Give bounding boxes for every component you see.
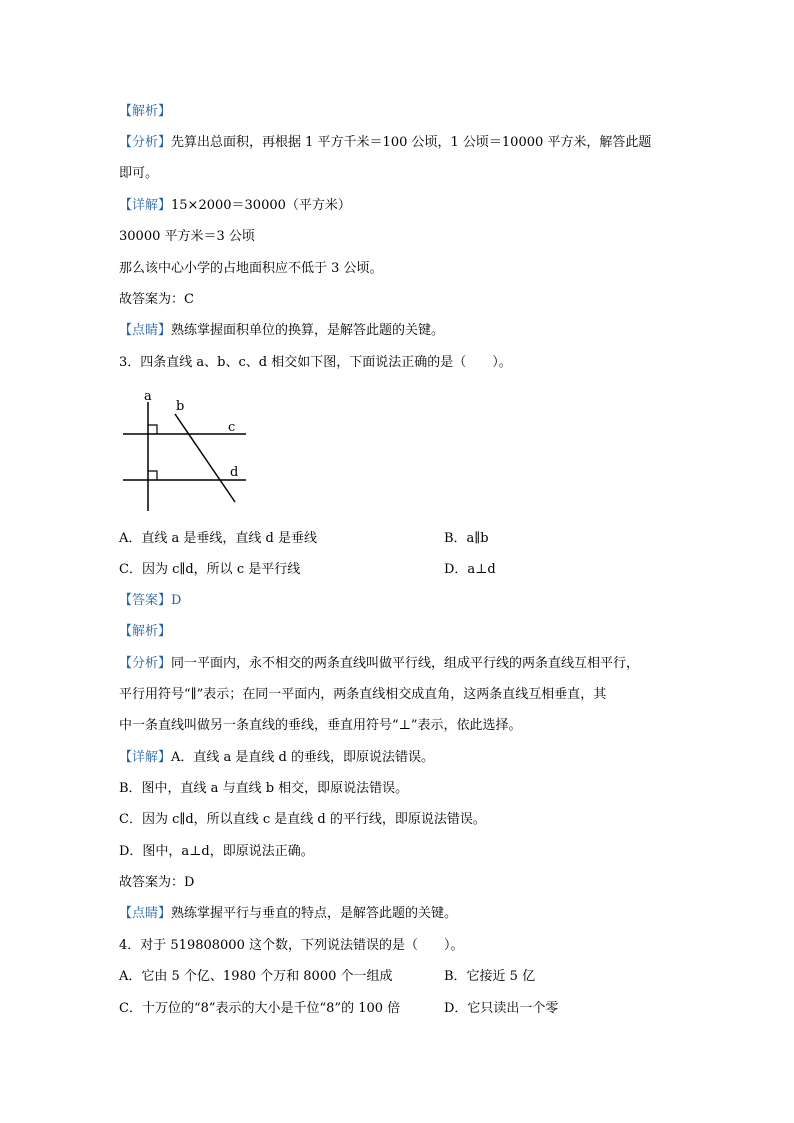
- jiexi-heading: 【解析】: [119, 104, 172, 119]
- answer-line: 故答案为：C: [119, 292, 194, 307]
- q3-jiexi-heading: 【解析】: [119, 624, 172, 639]
- q3-dianjing-text: 熟练掌握平行与垂直的特点，是解答此题的关键。: [171, 906, 458, 921]
- q3-dianjing-tag: 【点睛】: [119, 906, 172, 921]
- q4-option-b: B．它接近 5 亿: [444, 969, 536, 984]
- label-c: c: [228, 420, 236, 435]
- q3-figure: [119, 388, 254, 514]
- right-angle-mark-ac: [148, 425, 157, 434]
- q3-fenxi-tag: 【分析】: [119, 656, 172, 671]
- q3-xiangjie-line-b: B．图中，直线 a 与直线 b 相交，即原说法错误。: [119, 781, 409, 796]
- q3-xiangjie-line-1: [119, 749, 434, 767]
- dianjing-text: 熟练掌握面积单位的换算，是解答此题的关键。: [171, 323, 445, 338]
- q4-option-c: C．十万位的“8”表示的大小是千位“8”的 100 倍: [119, 1001, 401, 1016]
- q3-fenxi-line-2: 平行用符号“∥”表示；在同一平面内，两条直线相交成直角，这两条直线互相垂直，其: [119, 687, 607, 702]
- q4-option-d: D．它只读出一个零: [444, 1001, 559, 1016]
- q4-stem: 4．对于 519808000 这个数，下列说法错误的是（ ）。: [119, 938, 464, 953]
- q3-fenxi-line-1: [119, 655, 639, 673]
- label-a: a: [144, 389, 152, 404]
- label-d: d: [230, 465, 239, 480]
- q3-option-c: C．因为 c∥d，所以 c 是平行线: [119, 562, 301, 577]
- xiangjie-text-1: 15×2000＝30000（平方米）: [171, 198, 351, 213]
- fenxi-text-1: 先算出总面积，再根据 1 平方千米＝100 公顷，1 公顷＝10000 平方米，解答此题: [171, 135, 652, 150]
- q3-fenxi-line-3: 中一条直线叫做另一条直线的垂线，垂直用符号“⊥”表示，依此选择。: [119, 718, 522, 733]
- q3-xiangjie-line-d: D．图中，a⊥d，即原说法正确。: [119, 844, 314, 859]
- q4-option-a: A．它由 5 个亿、1980 个万和 8000 个一组成: [119, 969, 393, 984]
- q3-fenxi-text-1: 同一平面内，永不相交的两条直线叫做平行线，组成平行线的两条直线互相平行，: [171, 656, 640, 671]
- q3-xiangjie-text-1: A．直线 a 是直线 d 的垂线，即原说法错误。: [171, 750, 435, 765]
- q3-daan: 【答案】D: [119, 593, 182, 608]
- right-angle-mark-ad: [148, 471, 157, 480]
- q3-xiangjie-line-c: C．因为 c∥d，所以直线 c 是直线 d 的平行线，即原说法错误。: [119, 812, 486, 827]
- xiangjie-line-3: 那么该中心小学的占地面积应不低于 3 公顷。: [119, 261, 383, 276]
- q3-xiangjie-tag: 【详解】: [119, 750, 172, 765]
- fenxi-tag: 【分析】: [119, 135, 172, 150]
- q3-option-a: A．直线 a 是垂线，直线 d 是垂线: [119, 531, 317, 546]
- xiangjie-tag: 【详解】: [119, 198, 172, 213]
- fenxi-line-2: 即可。: [119, 166, 159, 181]
- dianjing-tag: 【点睛】: [119, 323, 172, 338]
- fenxi-line-1: [119, 134, 651, 152]
- q3-stem: 3．四条直线 a、b、c、d 相交如下图，下面说法正确的是（ ）。: [119, 355, 512, 370]
- q3-answer-line: 故答案为：D: [119, 875, 195, 890]
- dianjing-line: [119, 322, 444, 340]
- q3-option-d: D．a⊥d: [444, 562, 496, 577]
- q3-option-b: B．a∥b: [444, 531, 489, 546]
- xiangjie-line-2: 30000 平方米＝3 公顷: [119, 229, 255, 244]
- line-b: [175, 414, 235, 502]
- label-b: b: [176, 399, 185, 414]
- q3-dianjing-line: [119, 905, 457, 923]
- xiangjie-line-1: [119, 197, 351, 215]
